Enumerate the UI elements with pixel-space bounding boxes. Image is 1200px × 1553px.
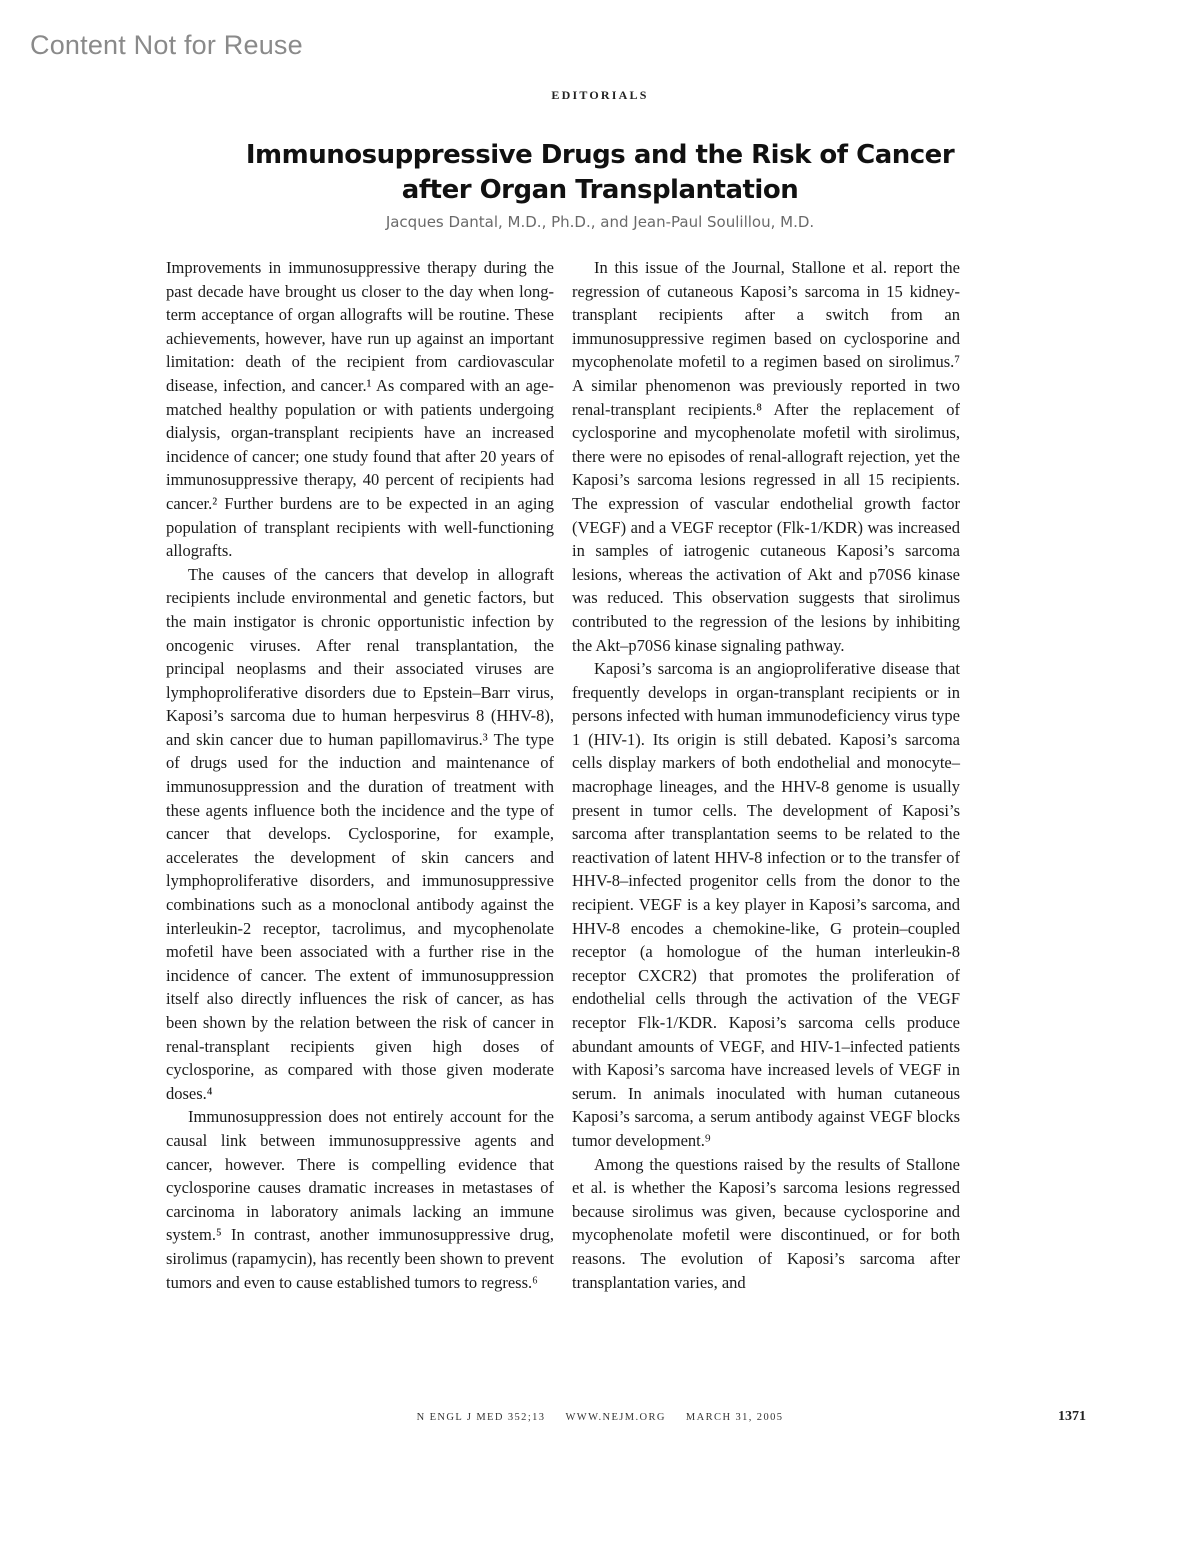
paragraph: Immunosuppression does not entirely account for the causal link between immunosuppressive agents and cancer, however. There is compelling evidence that cyclosporine causes dramatic increases in metastases of carcinoma in laboratory animals lacking an immune system.⁵ In contrast, another immunosuppressive drug, sirolimus (rapamycin), has recently been shown to prevent tumors and even to cause established tumors to regress.⁶: [166, 1107, 554, 1292]
title-line-2: after Organ Transplantation: [401, 175, 799, 205]
footer-journal: N ENGL J MED 352;13: [416, 1412, 546, 1423]
title-line-1: Immunosuppressive Drugs and the Risk of Cancer: [245, 140, 955, 170]
left-column: [166, 256, 554, 1294]
page-number: 1371: [1058, 1409, 1086, 1424]
paragraph: In this issue of the Journal, Stallone et al. report the regression of cutaneous Kaposi’s sarcoma in 15 kidney-transplant recipients after a switch from an immunosuppressive regimen based on cyclosporine and mycophenolate mofetil to a regimen based on sirolimus.⁷ A similar phenomenon was previously reported in two renal-transplant recipients.⁸ After the replacement of cyclosporine and mycophenolate mofetil with sirolimus, there were no episodes of renal-allograft rejection, yet the Kaposi’s sarcoma lesions regressed in all 15 recipients. The expression of vascular endothelial growth factor (VEGF) and a VEGF receptor (Flk-1/KDR) was increased in samples of iatrogenic cutaneous Kaposi’s sarcoma lesions, whereas the activation of Akt and p70S6 kinase was reduced. This observation suggests that sirolimus contributed to the regression of the lesions by inhibiting the Akt–p70S6 kinase signaling pathway.: [572, 258, 960, 655]
article-title: [0, 138, 1200, 208]
footer-website: WWW.NEJM.ORG: [565, 1412, 666, 1423]
paragraph: Among the questions raised by the results of Stallone et al. is whether the Kaposi’s sarcoma lesions regressed because sirolimus was given, because cyclosporine and mycophenolate mofetil were discontinued, or for both reasons. The evolution of Kaposi’s sarcoma after transplantation varies, and: [572, 1154, 960, 1292]
paragraph: The causes of the cancers that develop in allograft recipients include environmental and genetic factors, but the main instigator is chronic opportunistic infection by oncogenic viruses. After renal transplantation, the principal neoplasms and their associated viruses are lymphoproliferative disorders due to Epstein–Barr virus, Kaposi’s sarcoma due to human herpesvirus 8 (HHV-8), and skin cancer due to human papillomavirus.³ The type of drugs used for the induction and maintenance of immunosuppression and the duration of treatment with these agents influence both the incidence and the type of cancer that develops. Cyclosporine, for example, accelerates the development of skin cancers and lymphoproliferative disorders, and immunosuppressive combinations such as a monoclonal antibody against the interleukin-2 receptor, tacrolimus, and mycophenolate mofetil have been associated with a further rise in the incidence of cancer. The extent of immunosuppression itself also directly influences the risk of cancer, as has been shown by the relation between the risk of cancer in renal-transplant recipients given high doses of cyclosporine, as compared with those given moderate doses.⁴: [166, 564, 554, 1103]
footer-date: MARCH 31, 2005: [685, 1412, 784, 1423]
section-label: EDITORIALS: [551, 88, 649, 102]
watermark: Content Not for Reuse: [30, 30, 303, 60]
page-footer: [0, 1412, 1200, 1423]
right-column: [572, 256, 960, 1294]
paragraph: Improvements in immunosuppressive therapy during the past decade have brought us closer to the day when long-term acceptance of organ allografts will be routine. These achievements, however, have run up against an important limitation: death of the recipient from cardiovascular disease, infection, and cancer.¹ As compared with an age-matched healthy population or with patients undergoing dialysis, organ-transplant recipients have an increased incidence of cancer; one study found that after 20 years of immunosuppressive therapy, 40 percent of recipients had cancer.² Further burdens are to be expected in an aging population of transplant recipients with well-functioning allografts.: [166, 258, 554, 561]
paragraph: Kaposi’s sarcoma is an angioproliferative disease that frequently develops in organ-transplant recipients or in persons infected with human immunodeficiency virus type 1 (HIV-1). Its origin is still debated. Kaposi’s sarcoma cells display markers of both endothelial and monocyte–macrophage lineages, and the HHV-8 genome is usually present in tumor cells. The development of Kaposi’s sarcoma after transplantation seems to be related to the reactivation of latent HHV-8 infection or to the transfer of HHV-8–infected progenitor cells from the donor to the recipient. VEGF is a key player in Kaposi’s sarcoma, and HHV-8 encodes a chemokine-like, G protein–coupled receptor (a homologue of the human interleukin-8 receptor CXCR2) that promotes the proliferation of endothelial cells through the activation of the VEGF receptor Flk-1/KDR. Kaposi’s sarcoma cells produce abundant amounts of VEGF, and HIV-1–infected patients with Kaposi’s sarcoma have increased levels of VEGF in serum. In animals inoculated with human cutaneous Kaposi’s sarcoma, a serum antibody against VEGF blocks tumor development.⁹: [572, 659, 960, 1150]
author-byline: Jacques Dantal, M.D., Ph.D., and Jean-Paul Soulillou, M.D.: [385, 213, 815, 231]
